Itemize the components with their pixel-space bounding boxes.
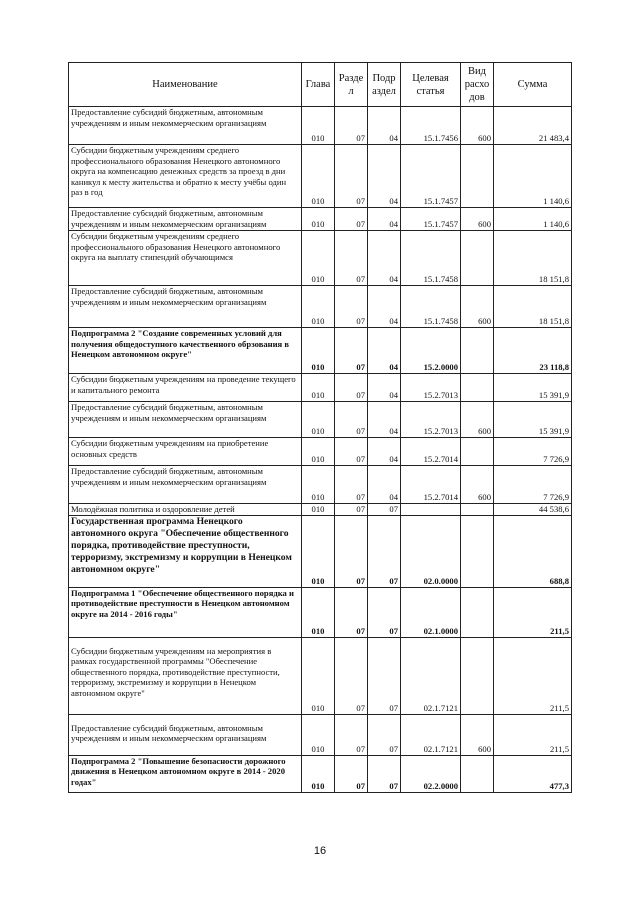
row-razdel: 07 [335, 637, 368, 714]
row-sum: 44 538,6 [494, 504, 572, 516]
row-glava: 010 [302, 466, 335, 504]
row-glava: 010 [302, 286, 335, 328]
row-target: 15.2.7013 [401, 402, 461, 438]
row-name: Субсидии бюджетным учреждениям на проведение текущего и капитального ремонта [69, 374, 302, 402]
table-row [69, 208, 572, 231]
row-glava: 010 [302, 637, 335, 714]
row-sum: 477,3 [494, 755, 572, 792]
row-vid [461, 504, 494, 516]
row-sum: 18 151,8 [494, 231, 572, 286]
row-vid [461, 637, 494, 714]
row-name: Предоставление субсидий бюджетным, автономным учреждениям и иным некоммерческим организациям [69, 466, 302, 504]
row-glava: 010 [302, 438, 335, 466]
row-sum: 15 391,9 [494, 402, 572, 438]
row-sum: 1 140,6 [494, 208, 572, 231]
header-glava: Глава [302, 63, 335, 107]
row-vid: 600 [461, 286, 494, 328]
table-row [69, 374, 572, 402]
row-podrazdel: 07 [368, 587, 401, 637]
row-glava: 010 [302, 145, 335, 208]
row-razdel: 07 [335, 208, 368, 231]
table-row [69, 438, 572, 466]
row-name: Государственная программа Ненецкого автономного округа "Обеспечение общественного порядка, противодействие преступности, терроризму, экстремизму и коррупции в Ненецком автономном округе" [69, 515, 302, 587]
row-target: 15.1.7458 [401, 286, 461, 328]
row-razdel: 07 [335, 515, 368, 587]
table-row [69, 515, 572, 587]
row-razdel: 07 [335, 231, 368, 286]
row-razdel: 07 [335, 714, 368, 755]
row-razdel: 07 [335, 466, 368, 504]
row-podrazdel: 04 [368, 402, 401, 438]
row-sum: 18 151,8 [494, 286, 572, 328]
row-glava: 010 [302, 107, 335, 145]
row-target: 15.1.7457 [401, 208, 461, 231]
row-name: Подпрограмма 2 "Повышение безопасности дорожного движения в Ненецком автономном округе в 2014 - 2020 годах" [69, 755, 302, 792]
row-razdel: 07 [335, 587, 368, 637]
row-name: Предоставление субсидий бюджетным, автономным учреждениям и иным некоммерческим организациям [69, 107, 302, 145]
row-podrazdel: 04 [368, 328, 401, 374]
row-sum: 211,5 [494, 637, 572, 714]
header-name: Наименование [69, 63, 302, 107]
row-glava: 010 [302, 231, 335, 286]
header-vid: Вид расхо дов [461, 63, 494, 107]
budget-table [68, 62, 572, 793]
row-razdel: 07 [335, 145, 368, 208]
row-vid [461, 755, 494, 792]
row-vid [461, 438, 494, 466]
table-row [69, 466, 572, 504]
table-row [69, 637, 572, 714]
row-target: 15.2.7014 [401, 466, 461, 504]
row-sum: 15 391,9 [494, 374, 572, 402]
row-vid [461, 231, 494, 286]
row-glava: 010 [302, 374, 335, 402]
row-target: 15.2.0000 [401, 328, 461, 374]
row-razdel: 07 [335, 504, 368, 516]
row-vid [461, 145, 494, 208]
row-podrazdel: 04 [368, 208, 401, 231]
row-razdel: 07 [335, 374, 368, 402]
row-glava: 010 [302, 402, 335, 438]
row-name: Предоставление субсидий бюджетным, автономным учреждениям и иным некоммерческим организациям [69, 402, 302, 438]
row-vid [461, 587, 494, 637]
row-glava: 010 [302, 208, 335, 231]
row-vid: 600 [461, 466, 494, 504]
table-row [69, 587, 572, 637]
row-vid [461, 328, 494, 374]
row-podrazdel: 04 [368, 374, 401, 402]
row-glava: 010 [302, 755, 335, 792]
row-name: Субсидии бюджетным учреждениям среднего профессионального образования Ненецкого автономного округа на компенсацию денежных средств за проезд в дни каникул к месту жительства и обратно к месту учёбы один раз в год [69, 145, 302, 208]
row-name: Предоставление субсидий бюджетным, автономным учреждениям и иным некоммерческим организациям [69, 714, 302, 755]
row-sum: 21 483,4 [494, 107, 572, 145]
table-header-row [69, 63, 572, 107]
header-podrazdel: Подр аздел [368, 63, 401, 107]
row-vid: 600 [461, 402, 494, 438]
row-vid [461, 515, 494, 587]
row-name: Подпрограмма 1 "Обеспечение общественного порядка и противодействие преступности в Ненецком автономном округе на 2014 - 2016 годы" [69, 587, 302, 637]
table-row [69, 402, 572, 438]
row-glava: 010 [302, 714, 335, 755]
row-target: 02.1.7121 [401, 714, 461, 755]
row-razdel: 07 [335, 755, 368, 792]
row-sum: 23 118,8 [494, 328, 572, 374]
row-sum: 211,5 [494, 714, 572, 755]
row-podrazdel: 04 [368, 466, 401, 504]
row-target: 02.1.7121 [401, 637, 461, 714]
row-target: 15.2.7013 [401, 374, 461, 402]
row-vid [461, 374, 494, 402]
table-row [69, 145, 572, 208]
table-row [69, 504, 572, 516]
row-sum: 7 726,9 [494, 438, 572, 466]
table-row [69, 286, 572, 328]
table-row [69, 328, 572, 374]
row-podrazdel: 04 [368, 438, 401, 466]
row-vid: 600 [461, 208, 494, 231]
header-sum: Сумма [494, 63, 572, 107]
row-podrazdel: 07 [368, 637, 401, 714]
row-glava: 010 [302, 587, 335, 637]
row-target: 02.2.0000 [401, 755, 461, 792]
row-podrazdel: 04 [368, 286, 401, 328]
row-podrazdel: 04 [368, 145, 401, 208]
row-vid: 600 [461, 107, 494, 145]
row-glava: 010 [302, 515, 335, 587]
row-name: Субсидии бюджетным учреждениям на приобретение основных средств [69, 438, 302, 466]
row-podrazdel: 07 [368, 504, 401, 516]
row-name: Молодёжная политика и оздоровление детей [69, 504, 302, 516]
row-razdel: 07 [335, 286, 368, 328]
row-podrazdel: 04 [368, 231, 401, 286]
row-name: Предоставление субсидий бюджетным, автономным учреждениям и иным некоммерческим организациям [69, 208, 302, 231]
row-target: 15.1.7457 [401, 145, 461, 208]
row-target: 02.1.0000 [401, 587, 461, 637]
row-vid: 600 [461, 714, 494, 755]
row-razdel: 07 [335, 438, 368, 466]
header-target: Целевая статья [401, 63, 461, 107]
row-sum: 211,5 [494, 587, 572, 637]
row-podrazdel: 07 [368, 515, 401, 587]
table-row [69, 714, 572, 755]
row-target: 02.0.0000 [401, 515, 461, 587]
table-row [69, 231, 572, 286]
row-razdel: 07 [335, 107, 368, 145]
row-name: Подпрограмма 2 "Создание современных условий для получения общедоступного качественного обрзования в Ненецком автономном округе" [69, 328, 302, 374]
row-sum: 1 140,6 [494, 145, 572, 208]
row-sum: 7 726,9 [494, 466, 572, 504]
page-number: 16 [313, 845, 327, 857]
row-podrazdel: 07 [368, 755, 401, 792]
row-name: Субсидии бюджетным учреждениям среднего профессионального образования Ненецкого автономного округа на выплату стипендий обучающимся [69, 231, 302, 286]
row-glava: 010 [302, 328, 335, 374]
row-razdel: 07 [335, 328, 368, 374]
row-razdel: 07 [335, 402, 368, 438]
row-name: Предоставление субсидий бюджетным, автономным учреждениям и иным некоммерческим организациям [69, 286, 302, 328]
table-row [69, 107, 572, 145]
row-glava: 010 [302, 504, 335, 516]
row-target [401, 504, 461, 516]
row-sum: 688,8 [494, 515, 572, 587]
table-row [69, 755, 572, 792]
row-target: 15.1.7456 [401, 107, 461, 145]
row-name: Субсидии бюджетным учреждениям на мероприятия в рамках государственной программы "Обеспечение общественного порядка, противодействие преступности, терроризму, экстремизму и коррупции в Ненецком автономном округе" [69, 637, 302, 714]
row-target: 15.1.7458 [401, 231, 461, 286]
row-target: 15.2.7014 [401, 438, 461, 466]
row-podrazdel: 07 [368, 714, 401, 755]
header-razdel: Разде л [335, 63, 368, 107]
row-podrazdel: 04 [368, 107, 401, 145]
